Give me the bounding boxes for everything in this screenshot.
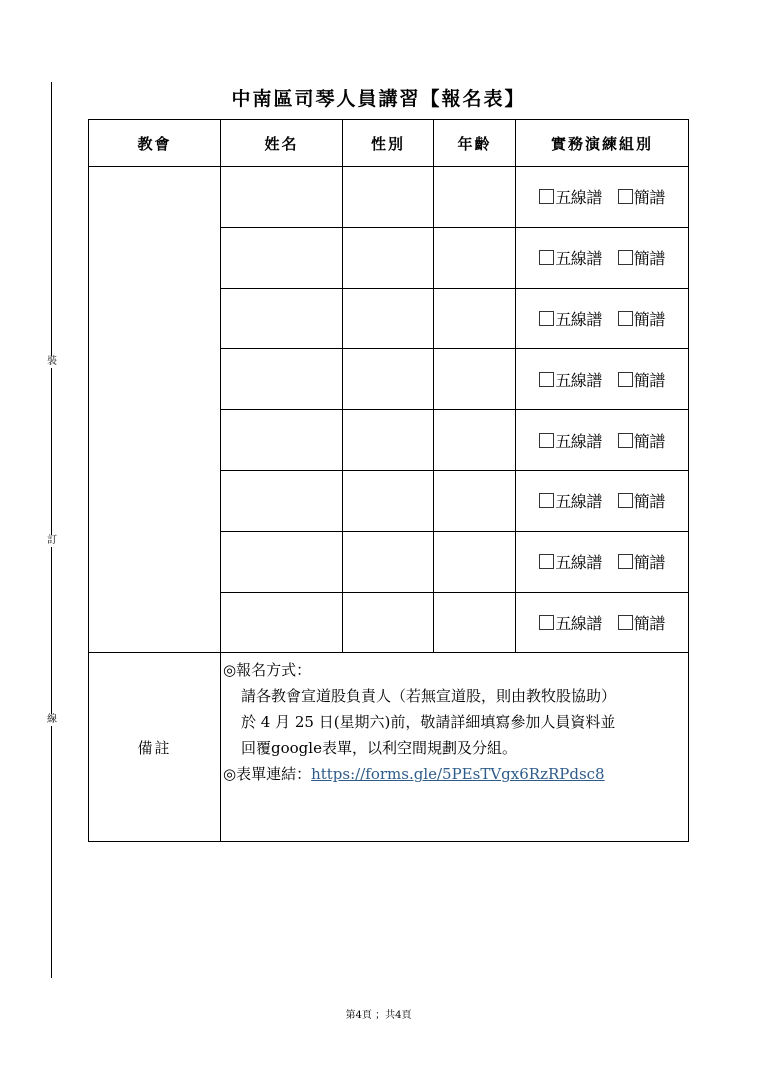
checkbox-icon — [618, 493, 633, 508]
checkbox-icon — [539, 372, 554, 387]
staff-notation-label: 五線譜 — [555, 492, 602, 512]
staff-notation-checkbox[interactable] — [539, 368, 602, 391]
header-row — [89, 120, 689, 167]
staff-notation-checkbox[interactable] — [539, 246, 602, 269]
checkbox-icon — [539, 493, 554, 508]
gender-cell[interactable] — [343, 470, 434, 531]
notes-row — [89, 653, 689, 842]
name-cell[interactable] — [221, 470, 343, 531]
numbered-notation-checkbox[interactable] — [618, 489, 665, 512]
age-cell[interactable] — [434, 167, 516, 228]
registration-method-line-3: 回覆google表單，以利空間規劃及分組。 — [241, 739, 517, 758]
group-cell — [516, 227, 689, 288]
header-church: 教會 — [89, 120, 221, 167]
staff-notation-checkbox[interactable] — [539, 429, 602, 452]
age-cell[interactable] — [434, 349, 516, 410]
header-age: 年齡 — [434, 120, 516, 167]
checkbox-icon — [539, 189, 554, 204]
name-cell[interactable] — [221, 592, 343, 653]
staff-notation-label: 五線譜 — [555, 370, 602, 390]
age-cell[interactable] — [434, 288, 516, 349]
group-cell — [516, 592, 689, 653]
group-cell — [516, 410, 689, 471]
checkbox-icon — [618, 250, 633, 265]
checkbox-icon — [618, 311, 633, 326]
table-row — [89, 167, 689, 228]
binding-char-xian: 線 — [47, 714, 57, 725]
form-title: 中南區司琴人員講習【報名表】 — [231, 88, 526, 110]
checkbox-icon — [618, 554, 633, 569]
numbered-notation-label: 簡譜 — [633, 613, 665, 633]
staff-notation-checkbox[interactable] — [539, 307, 602, 330]
church-cell[interactable] — [89, 167, 221, 653]
checkbox-icon — [539, 554, 554, 569]
numbered-notation-checkbox[interactable] — [618, 246, 665, 269]
header-name: 姓名 — [221, 120, 343, 167]
registration-table — [88, 119, 689, 842]
group-cell — [516, 470, 689, 531]
staff-notation-checkbox[interactable] — [539, 489, 602, 512]
registration-method-line-2: 於 4 月 25 日(星期六)前，敬請詳細填寫參加人員資料並 — [241, 713, 616, 732]
gender-cell[interactable] — [343, 349, 434, 410]
numbered-notation-label: 簡譜 — [633, 249, 665, 269]
checkbox-icon — [618, 615, 633, 630]
numbered-notation-label: 簡譜 — [633, 370, 665, 390]
checkbox-icon — [618, 189, 633, 204]
name-cell[interactable] — [221, 167, 343, 228]
name-cell[interactable] — [221, 227, 343, 288]
numbered-notation-checkbox[interactable] — [618, 368, 665, 391]
google-form-link[interactable]: https://forms.gle/5PEsTVgx6RzRPdsc8 — [311, 765, 605, 784]
notes-label: 備註 — [89, 653, 221, 842]
staff-notation-label: 五線譜 — [555, 613, 602, 633]
numbered-notation-checkbox[interactable] — [618, 429, 665, 452]
gender-cell[interactable] — [343, 288, 434, 349]
age-cell[interactable] — [434, 227, 516, 288]
checkbox-icon — [618, 372, 633, 387]
gender-cell[interactable] — [343, 410, 434, 471]
checkbox-icon — [539, 433, 554, 448]
name-cell[interactable] — [221, 349, 343, 410]
staff-notation-label: 五線譜 — [555, 309, 602, 329]
numbered-notation-checkbox[interactable] — [618, 550, 665, 573]
numbered-notation-label: 簡譜 — [633, 431, 665, 451]
numbered-notation-checkbox[interactable] — [618, 611, 665, 634]
name-cell[interactable] — [221, 531, 343, 592]
staff-notation-label: 五線譜 — [555, 188, 602, 208]
binding-margin-line — [51, 82, 52, 978]
age-cell[interactable] — [434, 470, 516, 531]
binding-char-ding: 訂 — [47, 535, 57, 546]
age-cell[interactable] — [434, 410, 516, 471]
header-practice-group: 實務演練組別 — [516, 120, 689, 167]
notes-content — [221, 653, 689, 842]
group-cell — [516, 531, 689, 592]
group-cell — [516, 167, 689, 228]
staff-notation-checkbox[interactable] — [539, 185, 602, 208]
numbered-notation-checkbox[interactable] — [618, 307, 665, 330]
registration-method-line-1: 請各教會宣道股負責人（若無宣道股，則由教牧股協助） — [241, 687, 617, 706]
numbered-notation-label: 簡譜 — [633, 492, 665, 512]
group-cell — [516, 288, 689, 349]
staff-notation-checkbox[interactable] — [539, 611, 602, 634]
checkbox-icon — [539, 615, 554, 630]
numbered-notation-label: 簡譜 — [633, 188, 665, 208]
checkbox-icon — [539, 250, 554, 265]
age-cell[interactable] — [434, 531, 516, 592]
name-cell[interactable] — [221, 288, 343, 349]
staff-notation-label: 五線譜 — [555, 249, 602, 269]
binding-char-zhuang: 裝 — [47, 356, 57, 367]
gender-cell[interactable] — [343, 227, 434, 288]
gender-cell[interactable] — [343, 167, 434, 228]
name-cell[interactable] — [221, 410, 343, 471]
gender-cell[interactable] — [343, 531, 434, 592]
numbered-notation-checkbox[interactable] — [618, 185, 665, 208]
form-link-line — [223, 761, 686, 787]
gender-cell[interactable] — [343, 592, 434, 653]
staff-notation-label: 五線譜 — [555, 431, 602, 451]
numbered-notation-label: 簡譜 — [633, 553, 665, 573]
checkbox-icon — [539, 311, 554, 326]
page-footer: 第4頁 ；共4頁 — [345, 1010, 412, 1021]
staff-notation-checkbox[interactable] — [539, 550, 602, 573]
registration-method-heading: ◎報名方式： — [223, 661, 312, 680]
age-cell[interactable] — [434, 592, 516, 653]
staff-notation-label: 五線譜 — [555, 553, 602, 573]
form-link-prefix: ◎表單連結： — [223, 765, 312, 784]
header-gender: 性別 — [343, 120, 434, 167]
checkbox-icon — [618, 433, 633, 448]
group-cell — [516, 349, 689, 410]
numbered-notation-label: 簡譜 — [633, 309, 665, 329]
